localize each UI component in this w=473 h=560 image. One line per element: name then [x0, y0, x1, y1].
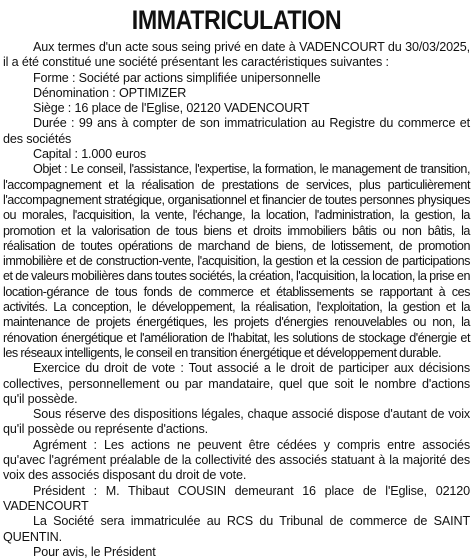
- duree-paragraph: Durée : 99 ans à compter de son immatriculation au Registre du commerce et des sociétés: [3, 116, 470, 146]
- intro-paragraph: Aux termes d'un acte sous seing privé en date à VADENCOURT du 30/03/2025, il a été constitué une société présentant les caractéristiques suivantes :: [3, 40, 470, 70]
- reserve-paragraph: Sous réserve des dispositions légales, chaque associé dispose d'autant de voix qu'il possède ou représente d'actions.: [3, 407, 470, 437]
- notice-title: IMMATRICULATION: [131, 5, 342, 35]
- president-paragraph: Président : M. Thibaut COUSIN demeurant 16 place de l'Eglise, 02120 VADENCOURT: [3, 483, 470, 513]
- legal-notice: [3, 0, 470, 557]
- notice-body: [3, 40, 470, 560]
- vote-paragraph: Exercice du droit de vote : Tout associé a le droit de participer aux décisions collectives, personnellement ou par mandataire, quel que soit le nombre d'actions qu'il possède.: [3, 361, 470, 406]
- agrement-paragraph: Agrément : Les actions ne peuvent être cédées y compris entre associés qu'avec l'agrément préalable de la collectivité des associés statuant à la majorité des voix des associés disposant du droit de vote.: [3, 437, 470, 483]
- rcs-paragraph: La Société sera immatriculée au RCS du Tribunal de commerce de SAINT QUENTIN.: [3, 514, 470, 544]
- capital-line: Capital : 1.000 euros: [33, 147, 147, 162]
- siege-line: Siège : 16 place de l'Eglise, 02120 VADENCOURT: [33, 101, 310, 116]
- signature-line: Pour avis, le Président: [33, 544, 156, 559]
- objet-paragraph: Objet : Le conseil, l'assistance, l'expertise, la formation, le management de transition, l'accompagnement et la réalisation de prestations de services, plus particulièrement l'accompagnement stratégique, organisationnel et financier de toutes personnes physiques ou morales, l'acquisition, la vente, l'échange, la location, l'administration, la gestion, la promotion et la valorisation de tous biens et droits immobiliers bâtis ou non bâtis, la réalisation de toutes opérations de marchand de biens, de lotissement, de promotion immobilière et de construction-vente, l'acquisition, la gestion et la cession de participations et de valeurs mobilières dans toutes sociétés, la création, l'acquisition, la location, la prise en location-gérance de tous fonds de commerce et établissements se rapportant à ces activités. La conception, le développement, la réalisation, l'exploitation, la gestion et la maintenance de projets énergétiques, les projets d'énergies renouvelables ou non, la rénovation énergétique et l'amélioration de l'habitat, les solutions de stockage d'énergie et les réseaux intelligents, le conseil en transition énergétique et développement durable.: [3, 162, 470, 360]
- denomination-line: Dénomination : OPTIMIZER: [33, 85, 187, 100]
- forme-line: Forme : Société par actions simplifiée unipersonnelle: [33, 70, 321, 85]
